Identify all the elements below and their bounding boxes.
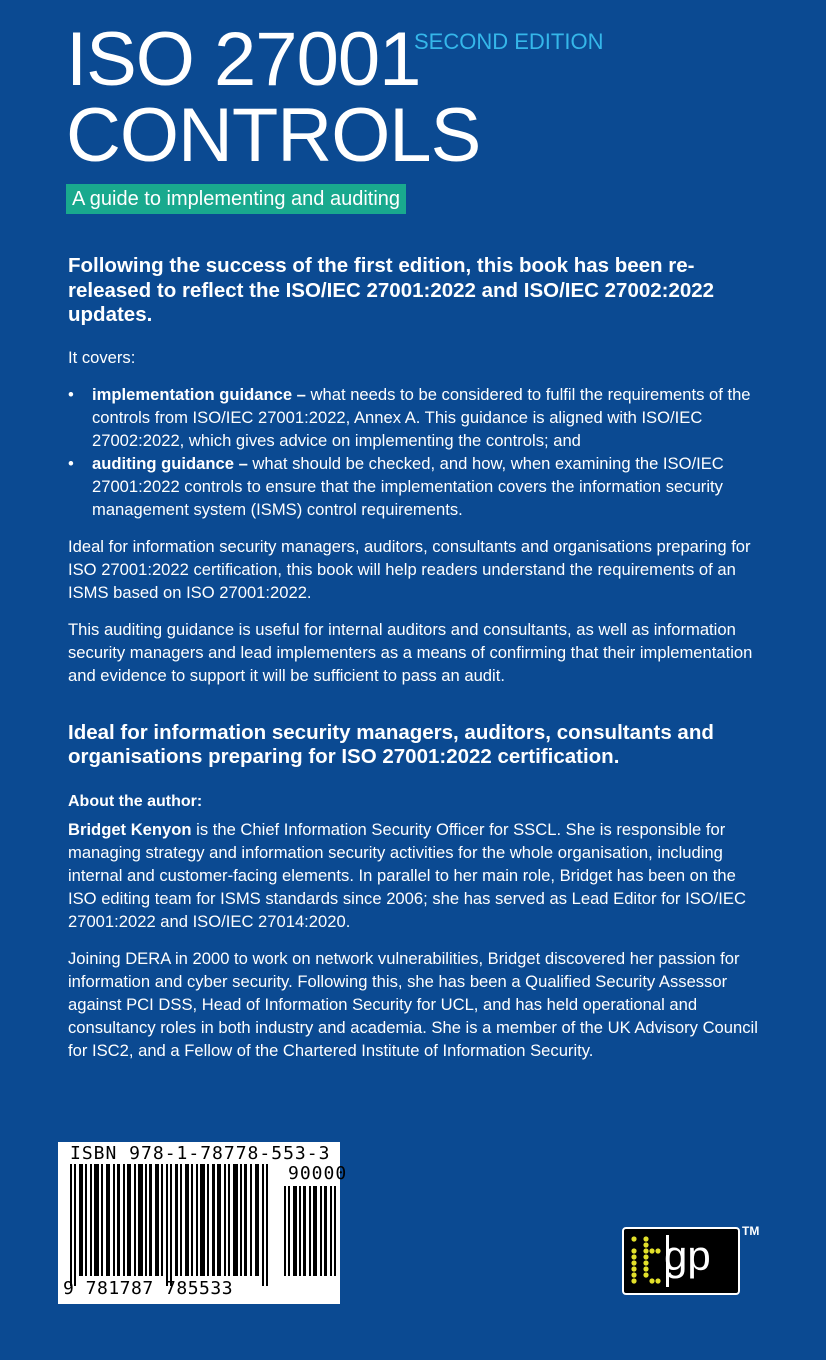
covers-label: It covers: bbox=[68, 347, 136, 367]
author-name: Bridget Kenyon bbox=[68, 819, 192, 839]
trademark-symbol: TM bbox=[742, 1224, 760, 1238]
about-author-heading: About the author: bbox=[68, 792, 203, 810]
bullet-text: what should be checked, and how, when examining the ISO/IEC 27001:2022 controls to ensure that the implementation covers the information security management system (ISMS) control requirements. bbox=[92, 453, 724, 519]
bullet-text: what needs to be considered to fulfil the requirements of the controls from ISO/IEC 27001:2022, Annex A. This guidance is aligned with ISO/IEC 27002:2022, which gives advice on implementing the controls; and bbox=[92, 384, 751, 450]
lead-statement: Following the success of the first edition, this book has been re-released to reflect the ISO/IEC 27001:2022 and ISO/IEC 27002:2022 updates. bbox=[68, 254, 715, 326]
highlight-statement: Ideal for information security managers, auditors, consultants and organisations preparing for ISO 27001:2022 certification. bbox=[68, 720, 714, 768]
auditing-paragraph: This auditing guidance is useful for internal auditors and consultants, as well as information security managers and lead implementers as a means of confirming that their implementation and evidence to support it will be sufficient to pass an audit. bbox=[68, 619, 753, 685]
bullet-icon: • bbox=[68, 453, 74, 473]
book-title-line1: ISO 27001 bbox=[66, 17, 421, 102]
bullet-term: implementation guidance – bbox=[92, 384, 306, 404]
author-bio-1 bbox=[68, 818, 768, 933]
covers-list bbox=[68, 383, 768, 521]
barcode-icon bbox=[70, 1164, 270, 1286]
edition-label: SECOND EDITION bbox=[414, 29, 604, 54]
book-title-line2: CONTROLS bbox=[66, 93, 481, 178]
author-bio-1-text: is the Chief Information Security Officer for SSCL. She is responsible for managing strategy and information security activities for the whole organisation, including internal and customer-facing elements. In parallel to her main role, Bridget has been on the ISO editing team for ISMS standards since 2006; she has served as Lead Editor for ISO/IEC 27001:2022 and ISO/IEC 27014:2020. bbox=[68, 819, 746, 931]
barcode-box bbox=[58, 1142, 348, 1304]
back-cover-text bbox=[68, 254, 768, 1062]
barcode-digits: 9 781787 785533 bbox=[63, 1278, 234, 1299]
bullet-term: auditing guidance – bbox=[92, 453, 248, 473]
bullet-icon: • bbox=[68, 384, 74, 404]
price-barcode-icon bbox=[284, 1186, 336, 1276]
audience-paragraph: Ideal for information security managers, auditors, consultants and organisations preparing for ISO 27001:2022 certification, this book will help readers understand the requirements of an ISMS based on ISO 27001:2022. bbox=[68, 536, 751, 602]
isbn-label: ISBN 978-1-78778-553-3 bbox=[70, 1143, 331, 1164]
list-item bbox=[68, 383, 768, 452]
price-code: 90000 bbox=[288, 1163, 348, 1184]
list-item bbox=[68, 452, 768, 521]
author-bio-2: Joining DERA in 2000 to work on network vulnerabilities, Bridget discovered her passion for information and cyber security. Following this, she has been a Qualified Security Assessor against PCI DSS, Head of Information Security for UCL, and has held operational and consultancy roles in both industry and academia. She is a member of the UK Advisory Council for ISC2, and a Fellow of the Chartered Institute of Information Security. bbox=[68, 948, 758, 1060]
logo-letters-gp: gp bbox=[664, 1232, 711, 1279]
subtitle-banner: A guide to implementing and auditing bbox=[66, 184, 406, 214]
